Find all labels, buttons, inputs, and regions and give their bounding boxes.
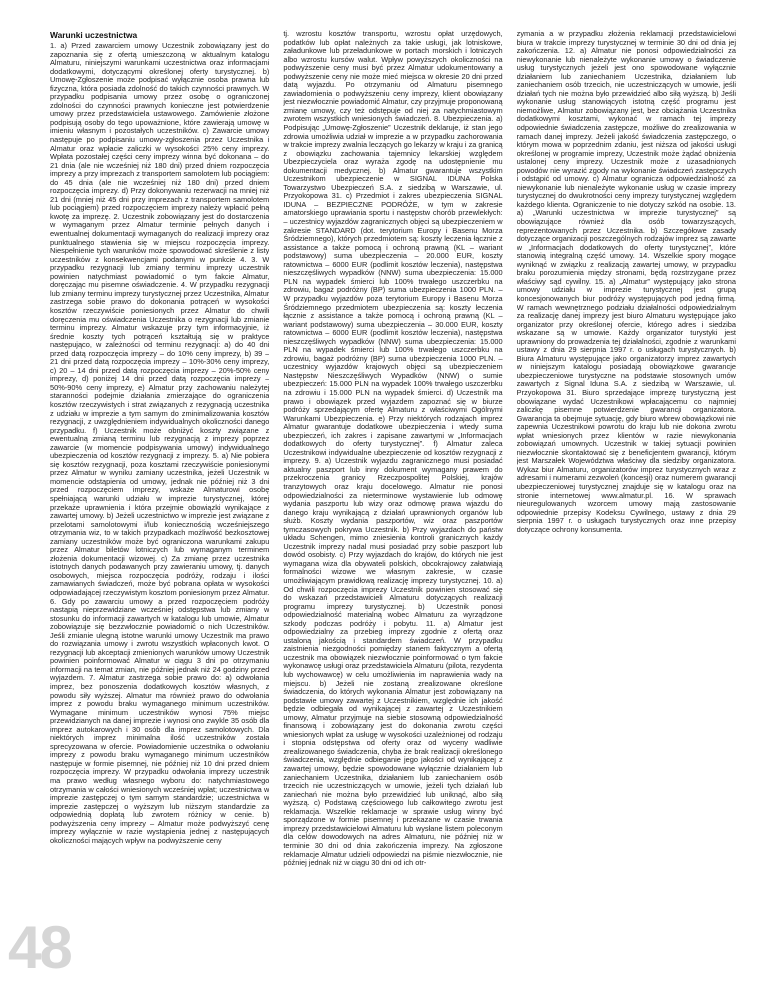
column-2 xyxy=(283,30,502,940)
column-1 xyxy=(50,30,269,940)
column-1-text: 1. a) Przed zawarciem umowy Uczestnik zobowiązany jest do zapoznania się z ofertą umieszczoną w aktualnym katalogu Almaturu, niniejszymi warunkami uczestnictwa oraz informacjami dodatkowymi, dotyczącymi określonej oferty turystycznej. b) Umowę-Zgłoszenie może podpisać wyłącznie osoba prawna lub fizyczna, która posiada zdolność do takich czynności prawnych. W przypadku podpisania umowy przez osobę o ograniczonej zdolności do czynności prawnych konieczne jest potwierdzenie umowy przez przedstawiciela ustawowego. Zamówienie złożone podpisują osoby do tego upoważnione, które zawierają umowę w imieniu własnym i pozostałych uczestników. c) Zawarcie umowy następuje po podpisaniu umowy-zgłoszenia przez Uczestnika i Almatur oraz wpłacie zaliczki w wysokości 25% ceny imprezy. Wpłata pozostałej części ceny imprezy winna być dokonana – do 21 dnia (ale nie wcześniej niż 180 dni) przed dniem rozpoczęcia imprezy a przy imprezach z transportem samolotem lub pociągiem: do 45 dnia (ale nie wcześniej niż 180 dni) przed dniem rozpoczęcia imprezy. d) Przy dokonywaniu rezerwacji na mniej niż 21 dni (mniej niż 45 dni przy imprezach z transportem samolotem lub pociągiem) przed rozpoczęciem imprezy należy wpłacić pełną kwotę za imprezę. 2. Uczestnik zobowiązany jest do dostarczenia w wymaganym przez Almatur terminie pełnych danych i ewentualnej dokumentacji wymaganych do realizacji imprezy oraz punktualnego stawienia się w miejscu rozpoczęcia imprezy. Niespełnienie tych warunków może spowodować skreślenie z listy uczestników z konsekwencjami podanymi w punkcie 4. 3. W przypadku rezygnacji lub zmiany terminu imprezy uczestnik powinien natychmiast powiadomić o tym fakcie Almatur, doręczając mu pisemne oświadczenie. 4. W przypadku rezygnacji lub zmiany terminu imprezy turystycznej przez Uczestnika, Almatur zastrzega sobie prawo do dokonania potrąceń w wysokości kosztów rzeczywiście poniesionych przez Almatur do chwili doręczenia mu oświadczenia Uczestnika o rezygnacji lub zmianie terminu imprezy. Almatur wskazuje przy tym informacyjnie, iż średnie koszty tych potrąceń kształtują się w praktyce następująco, w zależności od terminu rezygnacji: a) do 40 dni przed datą rozpoczęcia imprezy – do 10% ceny imprezy, b) 39 – 21 dni przed datą rozpoczęcia imprezy – 10%-30% ceny imprezy, c) 20 – 14 dni przed datą rozpoczęcia imprezy – 20%-50% ceny imprezy, d) poniżej 14 dni przed datą rozpoczęcia imprezy – 50%-90% ceny imprezy, e) Almatur przy zachowaniu należytej staranności podejmie działania zmierzające do ograniczenia kosztów rzeczywistych i strat związanych z rezygnacją uczestnika z udziału w imprezie a tym samym do zminimalizowania kosztów rezygnacji, z uwzględnieniem indywidualnych okoliczności danego przypadku. f) Uczestnik może obniżyć koszty związane z ewentualną zmianą terminu lub rezygnacją z imprezy poprzez zawarcie (w momencie podpisywania umowy) indywidualnego ubezpieczenia od kosztów rezygnacji z imprezy. 5. a) Nie pobiera się kosztów rezygnacji, poza kosztami rzeczywiście poniesionymi przez Almatur w wyniku zamiany uczestnika, jeżeli Uczestnik w momencie odstąpienia od umowy, jednak nie później niż 3 dni przed rozpoczęciem imprezy, wskaże Almaturowi osobę spełniającą warunki udziału w imprezie turystycznej, której przekaże uprawnienia i która przejmie obowiązki wynikające z zawartej umowy. b) Jeżeli uczestnictwo w imprezie jest związane z przelotami samolotowymi i/lub koniecznością wcześniejszego otrzymania wiz, to w takich przypadkach możliwość bezkosztowej zamiany uczestników może być ograniczona warunkami zakupu przez Almatur biletów lotniczych lub wymaganym terminem złożenia dokumentacji wizowej. c) Za zmianę przez uczestnika istotnych danych podawanych przy zawieraniu umowy, tj. danych osobowych, miejsca rozpoczęcia podróży, rodzaju i ilości zamawianych świadczeń, może być pobrana opłata w wysokości odpowiadającej rzeczywistym kosztom poniesionym przez Almatur. 6. Gdy po zawarciu umowy a przed rozpoczęciem podróży nastąpią nieprzewidziane wcześniej odstępstwa lub zmiany w stosunku do informacji zawartych w katalogu lub umowie, Almatur zobowiązuje się bezzwłocznie powiadomić o nich Uczestników. Jeśli zmianie ulegną istotne warunki umowy Uczestnik ma prawo do rozwiązania umowy i zwrotu wszystkich wpłaconych kwot. O rezygnacji lub akceptacji zmienionych warunków umowy Uczestnik powinien poinformować Almatur w ciągu 3 dni po otrzymaniu informacji na temat zmian, nie później jednak niż 24 godziny przed wyjazdem. 7. Almatur zastrzega sobie prawo do: a) odwołania imprez, bez ponoszenia dodatkowych kosztów własnych, z powodu siły wyższej. Almatur ma również prawo do odwołania imprez z powodu braku wymaganego minimum uczestników. Wymagane minimum uczestników wynosi 75% miejsc przewidzianych na danej imprezie i wynosi ono zwykle 35 osób dla imprez autokarowych i 30 osób dla imprez samolotowych. Dla niektórych imprez minimalna ilość uczestników została sprecyzowana w ofercie. Powiadomienie uczestnika o odwołaniu imprezy z powodu braku wymaganego minimum uczestników następuje w formie pisemnej, nie później niż 10 dni przed dniem rozpoczęcia imprezy. W przypadku odwołania imprezy uczestnik ma prawo według własnego wyboru do: natychmiastowego otrzymania w całości wniesionych wcześniej wpłat; uczestnictwa w imprezie zastępczej o tym samym standardzie; uczestnictwa w imprezie zastępczej o wyższym lub niższym standardzie za odpowiednią dopłatą lub zwrotem różnicy w cenie. b) podwyższenia ceny imprezy – Almatur może podwyższyć cenę imprezy wyłącznie w razie wystąpienia jednej z następujących okoliczności mających wpływ na podwyższenie ceny xyxy=(50,41,270,845)
text-columns xyxy=(50,30,736,940)
page-number: 48 xyxy=(8,914,71,981)
column-3 xyxy=(517,30,736,940)
column-2-text: tj. wzrostu kosztów transportu, wzrostu opłat urzędowych, podatków lub opłat należnych za takie usługi, jak lotniskowe, załadunkowe lub przeładunkowe w portach morskich i lotniczych albo wzrostu kursów walut. Wpływ powyższych okoliczności na podwyższenie ceny musi być przez Almatur udokumentowany a podwyższenie ceny nie może mieć miejsca w okresie 20 dni przed datą wyjazdu. Po otrzymaniu od Almaturu pisemnego zawiadomienia o podwyższeniu ceny imprezy, klient obowiązany jest niezwłocznie powiadomić Almatur, czy przyjmuje proponowaną zmianę umowy, czy też odstępuje od niej za natychmiastowym zwrotem wszystkich wniesionych świadczeń. 8. Ubezpieczenia. a) Podpisując „Umowę-Zgłoszenie” Uczestnik deklaruje, iż stan jego zdrowia umożliwia udział w imprezie a w przypadku zachorowania w trakcie imprezy zwalnia leczących go lekarzy w kraju i za granicą z obowiązku zachowania tajemnicy lekarskiej względem Ubezpieczyciela oraz wyraża zgodę na udostępnienie mu dokumentacji medycznej. b) Almatur gwarantuje wszystkim Uczestnikom ubezpieczenie w SIGNAL IDUNA Polska Towarzystwo Ubezpieczeń S.A. z siedzibą w Warszawie, ul. Przyokopowa 31. c) Przedmiot i zakres ubezpieczenia SIGNAL IDUNA – BEZPIECZNE PODRÓŻE, w tym w zakresie amatorskiego uprawiania sportu i następstw chorób przewlekłych: – uczestnicy wyjazdów zagranicznych objęci są ubezpieczeniem w zakresie STANDARD (dot. terytorium Europy i Basenu Morza Śródziemnego), których przedmiotem są: koszty leczenia łącznie z assistance a także pomocą i ochroną prawną (KL – wariant podstawowy) suma ubezpieczenia – 20.000 EUR, koszty ratownictwa – 6000 EUR (podlimit kosztów leczenia), następstwa nieszczęśliwych wypadków (NNW) suma ubezpieczenia: 15.000 PLN na wypadek śmierci lub 100% trwałego uszczerbku na zdrowiu, bagaż podróżny (BP) suma ubezpieczenia 1000 PLN. – W przypadku wyjazdów poza terytorium Europy i Basenu Morza Śródziemnego przedmiotem ubezpieczenia są: koszty leczenia łącznie z assistance a także pomocą i ochroną prawną (KL – wariant podstawowy) suma ubezpieczenia – 30.000 EUR, koszty ratownictwa – 6000 EUR (podlimit kosztów leczenia), następstwa nieszczęśliwych wypadków (NNW) suma ubezpieczenia: 15.000 PLN na wypadek śmierci lub 100% trwałego uszczerbku na zdrowiu, bagaż podróżny (BP) suma ubezpieczenia 1000 PLN. – uczestnicy wyjazdów krajowych objęci są ubezpieczeniem Następstw Nieszczęśliwych Wypadków (NNW) o sumie ubezpieczeń: 15.000 PLN na wypadek 100% trwałego uszczerbku na zdrowiu i 15.000 PLN na wypadek śmierci. d) Uczestnik ma prawo i obowiązek przed wyjazdem zapoznać się w biurze podróży sprzedającym ofertę Almaturu z właściwymi Ogólnymi Warunkami Ubezpieczenia. e) Przy niektórych rodzajach imprez Almatur gwarantuje dodatkowe ubezpieczenia i wtedy suma ubezpieczeń, ich zakres i zapisane zawartymi w „Informacjach dodatkowych do oferty turystycznej”. f) Almatur zaleca Uczestnikowi indywidualne ubezpieczenie od kosztów rezygnacji z imprezy. 9. a) Uczestnik wyjazdu zagranicznego musi posiadać aktualny paszport lub inny dokument wymagany prawem do przekroczenia granicy Rzeczpospolitej Polskiej, krajów tranzytowych oraz kraju docelowego. Almatur nie ponosi odpowiedzialności za nieterminowe wystawienie lub odmowę wydania paszportu lub wizy oraz odmowę prawa wjazdu do danego kraju wynikającą z działań uprawnionych organów lub służb. Koszty wydania paszportów, wiz oraz paszportów tymczasowych pokrywa Uczestnik. b) Przy wyjazdach do państw układu Schengen, mimo zniesienia kontroli granicznych każdy Uczestnik imprezy nadal musi posiadać przy sobie paszport lub dowód osobisty. c) Przy wyjazdach do krajów, do których nie jest wymagana wiza dla obywateli polskich, obcokrajowcy załatwiają formalności wizowe we własnym zakresie, w czasie umożliwiającym prawidłową realizację imprezy turystycznej. 10. a) Od chwili rozpoczęcia imprezy Uczestnik powinien stosować się do wskazań przedstawicieli Almaturu dotyczących realizacji programu imprezy turystycznej. b) Uczestnik ponosi odpowiedzialność materialną wobec Almaturu za wyrządzone szkody podczas podróży i pobytu. 11. a) Almatur jest odpowiedzialny za przebieg imprezy zgodnie z ofertą oraz ustaloną jakością i standardem świadczeń. W przypadku zaistnienia niezgodności pomiędzy stanem faktycznym a ofertą uczestnik ma obowiązek niezwłocznie poinformować o tym fakcie wykonawcę usługi oraz przedstawiciela Almaturu (pilota, rezydenta lub wychowawcę) w celu umożliwienia im naprawienia wady na miejscu. b) Jeżeli nie zostaną zrealizowane określone świadczenia, do których wykonania Almatur jest zobowiązany na podstawie umowy zawartej z Uczestnikiem, względnie ich jakość będzie odbiegała od wynikającej z zawartej z Uczestnikiem umowy, Almatur przyjmuje na siebie stosowną odpowiedzialność finansową i zobowiązany jest do dokonania zwrotu części wniesionych wpłat za usługę w wysokości uzależnionej od rodzaju i stopnia odstępstwa od oferty oraz od wyceny wadliwie zrealizowanego świadczenia, chyba że brak realizacji określonego świadczenia, względnie odbieganie jego jakości od wynikającej z zawartej umowy, będzie spowodowane wyłącznie działaniem lub zaniechaniem Uczestnika, działaniem lub zaniechaniem osób trzecich nie uczestniczących w umowie, jeżeli tych działań lub zaniechań nie można było przewidzieć lub uniknąć, albo siłą wyższą. c) Podstawą częściowego lub całkowitego zwrotu jest reklamacja. Wszelkie reklamacje w sprawie usług winny być sporządzone w formie pisemnej i przekazane w czasie trwania imprezy przedstawicielowi Almaturu lub wysłane listem poleconym dla celów dowodowych na adres Almaturu, nie później niż w terminie 30 dni od dnia zakończenia imprezy. Na zgłoszone reklamacje Almatur udzieli odpowiedzi na piśmie niezwłocznie, nie później jednak niż w ciągu 30 dni od ich otr- xyxy=(283,30,503,868)
document-title: Warunki uczestnictwa xyxy=(50,30,138,40)
column-3-text: zymania a w przypadku złożenia reklamacji przedstawicielowi biura w trakcie imprezy turystycznej w terminie 30 dni od dnia jej zakończenia. 12. a) Almatur nie ponosi odpowiedzialności za niewykonanie lub nienależyte wykonanie umowy o świadczenie usług turystycznych jeżeli jest ono spowodowane wyłącznie działaniem lub zaniechaniem Uczestnika, działaniem lub zaniechaniem osób trzecich, nie uczestniczących w umowie, jeśli działań tych nie można było przewidzieć albo siłą wyższą. b) Jeśli wykonanie usług stanowiących istotną część programu jest niemożliwe, Almatur zobowiązany jest, bez obciążania Uczestnika dodatkowymi kosztami, wykonać w ramach tej imprezy odpowiednie świadczenia zastępcze, możliwe do zrealizowania w ramach danej imprezy. Jeżeli jakość świadczenia zastępczego, o którym mowa w poprzednim zdaniu, jest niższa od jakości usługi określonej w programie imprezy, Uczestnik może żądać obniżenia ustalonej ceny imprezy. Uczestnik może z uzasadnionych powodów nie wyrazić zgody na wykonanie świadczeń zastępczych i odstąpić od umowy. c) Almatur ogranicza odpowiedzialność za niewykonanie lub nienależyte wykonanie usług w czasie imprezy turystycznej do dwukrotności ceny imprezy turystycznej względem każdego klienta. Ograniczenie to nie dotyczy szkód na osobie. 13. a) „Warunki uczestnictwa w imprezie turystycznej” są obowiązujące również dla osób towarzyszących, reprezentowanych przez Uczestnika. b) Szczegółowe zasady dotyczące organizacji poszczególnych rodzajów imprez są zawarte w „Informacjach dodatkowych do oferty turystycznej”, które stanowią integralną część umowy. 14. Wszelkie spory mogące wyniknąć w związku z realizacją zawartej umowy, w przypadku braku porozumienia między stronami, będą rozstrzygane przez właściwy sąd cywilny. 15. a) „Almatur” występujący jako strona umowy udziału w imprezie turystycznej jest grupą koncesjonowanych biur podróży występujących pod jedną firmą. W ramach wewnętrznego podziału działalności odpowiedzialnym za realizację danej imprezy jest biuro Almaturu występujące jako organizator przy określonej ofercie, którego adres i siedziba wskazane są w umowie. Każdy organizator turystyki jest uprawniony do prowadzenia tej działalności, zgodnie z warunkami ustawy z dnia 29 sierpnia 1997 r. o usługach turystycznych. b) Biura Almaturu występujące jako organizatorzy imprez zawartych w niniejszym katalogu posiadają obowiązkowe gwarancje ubezpieczeniowe turystyczne na podstawie stosownych umów zawartych z Signal Iduna S.A. z siedzibą w Warszawie, ul. Przyokopowa 31. Biuro sprzedające imprezę turystyczną jest obowiązane wydać Uczestnikowi wpłacającemu co najmniej zaliczkę pisemne potwierdzenie gwarancji organizatora. Gwarancja ta obejmuje sytuację, gdy biuro wbrew obowiązkowi nie zapewnia Uczestnikowi powrotu do kraju lub nie dokona zwrotu wpłat wniesionych przez klientów w razie niewykonania zobowiązań umownych. Uczestnik w takiej sytuacji powinien niezwłocznie skontaktować się z beneficjentem gwarancji, którym jest Marszałek Województwa właściwy dla siedziby organizatora. Wykaz biur Almaturu, organizatorów imprez turystycznych wraz z adresami i numerami zezwoleń (koncesji) oraz numerem gwarancji ubezpieczeniowej turystycznej znajduje się w katalogu oraz na stronie internetowej www.almatur.pl. 16. W sprawach nieuregulowanych wzorcem umowy mają zastosowanie odpowiednie przepisy Kodeksu Cywilnego, ustawy z dnia 29 sierpnia 1997 r. o usługach turystycznych oraz inne przepisy dotyczące ochrony konsumenta. xyxy=(516,30,736,534)
